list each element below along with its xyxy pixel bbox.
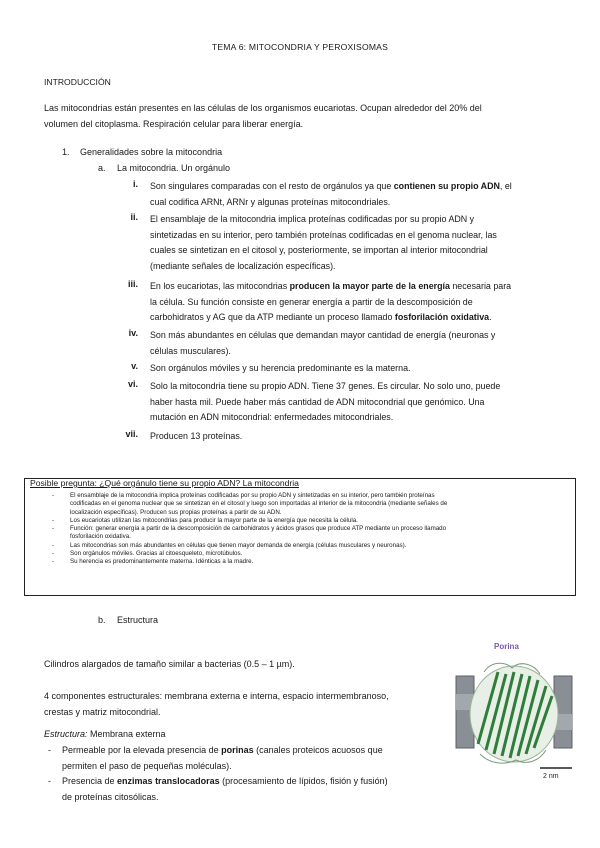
text-run: carbohidratos y AG que da ATP mediante un proceso llamado [150, 312, 395, 323]
list-item [150, 279, 545, 326]
list-item-line: Son orgánulos móviles y su herencia predominante es la materna. [150, 363, 411, 373]
roman-numeral: ii. [130, 212, 138, 222]
dash-marker: - [48, 745, 51, 755]
list-item-line [62, 743, 442, 759]
intro-paragraph [44, 101, 564, 132]
text-run: necesaria para [449, 281, 512, 291]
subsection-heading: La mitocondria. Un orgánulo [117, 163, 231, 173]
list-item-line [150, 279, 545, 295]
list-item-line: permiten el paso de pequeñas moléculas). [62, 760, 232, 771]
list-item-line: cual codifica ARNt, ARNr y algunas proteínas mitocondriales. [150, 196, 391, 207]
box-bullet [52, 492, 572, 500]
porin-figure [448, 654, 580, 772]
bold-run: porinas [221, 745, 254, 755]
dash-marker: - [52, 492, 55, 499]
scale-label: 2 nm [543, 773, 559, 780]
text-run: Presencia de [62, 776, 118, 786]
bold-run: producen la mayor parte de la energía [289, 281, 450, 291]
italic-label: Estructura: [44, 729, 88, 739]
dash-list-item [48, 774, 442, 805]
box-bullet [52, 517, 572, 525]
intro-line: Las mitocondrias están presentes en las células de los organismos eucariotas. Ocupan alrededor del 20% del [44, 103, 482, 113]
structure-paragraph: Cilindros alargados de tamaño similar a bacterias (0.5 – 1 µm). [44, 659, 295, 669]
list-item-line: El ensamblaje de la mitocondria implica proteínas codificadas por su propio ADN y [150, 214, 475, 224]
list-item [150, 328, 545, 359]
list-item-line: haber hasta mil. Puede haber más cantidad de ADN mitocondrial que genómico. Una [150, 396, 485, 407]
text-run: codificadas en el genoma nuclear que se sintetizan en el citosol y luego son importadas al interior de la mitocondria (mediante señales de [70, 500, 448, 508]
roman-numeral: iv. [128, 328, 138, 338]
list-item-line: Son más abundantes en células que demandan mayor cantidad de energía (neuronas y [150, 330, 496, 340]
paragraph-line: crestas y matriz mitocondrial. [44, 706, 161, 717]
intro-line: volumen del citoplasma. Respiración celular para liberar energía. [44, 118, 304, 129]
text-run: (canales proteicos acuosos que [253, 745, 383, 755]
subsection-letter: b. [98, 615, 106, 625]
text-run: El ensamblaje de la mitocondria implica proteínas codificadas por su propio ADN y sintetizadas en su interior, pero también proteínas [70, 492, 435, 499]
list-item [150, 212, 545, 274]
text-run: Son orgánulos móviles. Gracias al citoesqueleto, microtúbulos. [70, 550, 243, 558]
box-bullet [52, 550, 572, 558]
text-run: Permeable por la elevada presencia de [62, 745, 222, 755]
intro-heading: INTRODUCCIÓN [44, 77, 111, 87]
list-item-line: Producen 13 proteínas. [150, 431, 243, 441]
list-item [150, 429, 545, 445]
box-bullet [52, 542, 572, 550]
text-run: Membrana externa [87, 729, 166, 739]
list-item-line: (mediante señales de localización específicas). [150, 260, 336, 271]
box-bullet [52, 525, 572, 533]
box-bullet-list [52, 492, 572, 567]
bold-run: contienen su propio ADN [393, 181, 500, 191]
structure-label-line [44, 727, 434, 743]
dash-marker: - [52, 525, 55, 533]
box-bullet-continuation [52, 533, 572, 541]
section-number: 1. [62, 147, 70, 157]
dash-marker: - [52, 550, 55, 558]
dash-marker: - [52, 516, 55, 524]
box-bullet-continuation [52, 500, 572, 508]
roman-numeral: i. [132, 179, 138, 189]
roman-numeral: vi. [127, 379, 138, 389]
text-run: . [489, 312, 492, 323]
text-run: (procesamiento de lípidos, fisión y fusión) [219, 776, 388, 786]
roman-numeral: iii. [127, 279, 138, 289]
text-run: En los eucariotas, las mitocondrias [150, 281, 290, 291]
text-run: Las mitocondrias son más abundantes en células que tienen mayor demanda de energía (células musculares y neuronas). [70, 541, 407, 549]
list-item-line: de proteínas citosólicas. [62, 791, 159, 802]
text-run: fosforilación oxidativa. [70, 533, 131, 541]
text-run: , el [499, 181, 512, 191]
dash-marker: - [52, 541, 55, 549]
bold-run: enzimas translocadoras [117, 776, 220, 786]
text-run: Los eucariotas utilizan las mitocondrias para producir la mayor parte de la energía que necesita la célula. [70, 516, 358, 524]
text-run: Son singulares comparadas con el resto de orgánulos ya que [150, 181, 394, 191]
list-item-line: la célula. Su función consiste en generar energía a partir de la descomposición de [150, 296, 473, 307]
subsection-letter: a. [98, 163, 106, 173]
list-item-line: Solo la mitocondria tiene su propio ADN. Tiene 37 genes. Es circular. No solo uno, puede [150, 381, 501, 391]
list-item-line: cuales se sintetizan en el citosol y, posteriormente, se importan al interior mitocondrial [150, 245, 488, 256]
list-item-line: sintetizadas en su interior, pero también proteínas codificadas en el genoma nuclear, las [150, 229, 497, 240]
list-item [150, 361, 545, 377]
box-bullet [52, 558, 572, 566]
structure-paragraph [44, 689, 444, 720]
box-title: Posible pregunta: ¿Qué orgánulo tiene su propio ADN? La mitocondria [30, 478, 299, 488]
text-run: Su herencia es predominantemente materna. Idénticas a la madre. [70, 558, 254, 566]
list-item-line [150, 310, 545, 326]
dash-marker: - [52, 558, 55, 566]
roman-numeral: v. [131, 361, 138, 371]
dash-marker: - [48, 776, 51, 786]
subsection-heading: Estructura [117, 615, 159, 625]
paragraph-line: 4 componentes estructurales: membrana externa e interna, espacio intermembranoso, [44, 691, 389, 701]
list-item-line: mutación en ADN mitocondrial: enfermedades mitocondriales. [150, 412, 394, 423]
list-item-line: células musculares). [150, 345, 231, 356]
list-item [150, 379, 545, 426]
bold-run: fosforilación oxidativa [394, 312, 490, 323]
dash-list-item [48, 743, 442, 774]
figure-label: Porina [494, 642, 519, 651]
list-item-line [62, 774, 442, 790]
section-heading: Generalidades sobre la mitocondria [80, 147, 223, 157]
text-run: localización específicas). Producen sus propias proteínas a partir de su ADN. [70, 508, 282, 516]
list-item-line [150, 179, 545, 195]
roman-numeral: vii. [125, 429, 138, 439]
text-run: Función: generar energía a partir de la descomposición de carbohidratos y ácidos grasos que produce ATP mediante un proceso llamado [70, 525, 447, 533]
list-item [150, 179, 545, 210]
box-bullet-continuation [52, 509, 572, 517]
page-title: TEMA 6: MITOCONDRIA Y PEROXISOMAS [211, 42, 389, 52]
